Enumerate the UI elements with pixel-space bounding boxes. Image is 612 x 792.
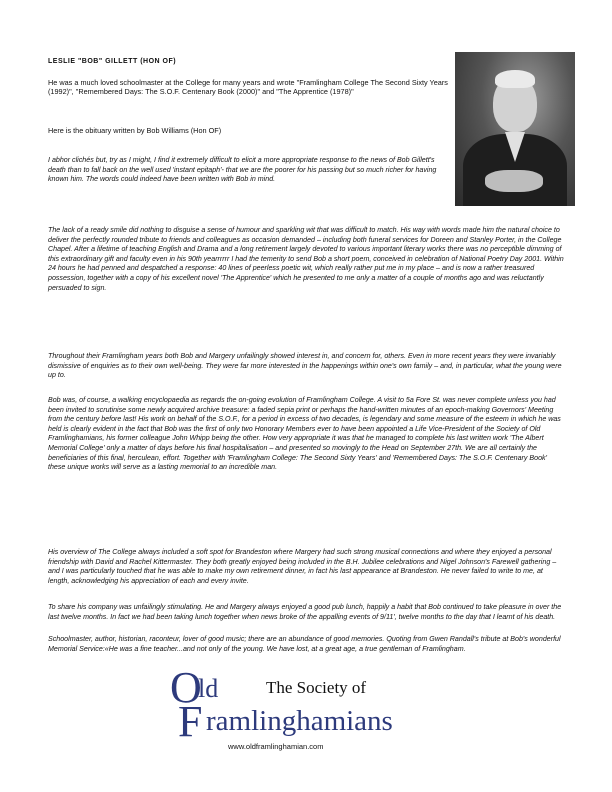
obituary-intro: Here is the obituary written by Bob Williams (Hon OF) [48, 126, 222, 135]
logo-letter-f: F [178, 697, 203, 746]
logo-name-text: ramlinghamians [206, 705, 393, 737]
paragraph-3: Throughout their Framlingham years both Bob and Margery unfailingly showed interest in, and concern for, others. Even in more recent years they were invariably dismissive of enquiries as to their own well-being. They were far more interested in the happenings within one's own family – and, in particular, what the young were up to. [48, 352, 562, 380]
website-url: www.oldframlinghamian.com [228, 742, 324, 751]
paragraph-2: The lack of a ready smile did nothing to disguise a sense of humour and sparkling wit that was difficult to match. His way with words made him the natural choice to deliver the perfectly rounded tribute to friends and colleagues as occasion demanded – including both funeral services for Doreen and Stanley Porter, in the College Chapel. After a lifetime of teaching English and Drama and a long retirement largely devoted to various important literary works there was no perceptible dimming of this extraordinary gift and faculty even in his 90th yearrrrrr I had the temerity to send Bob a short poem, conceived in celebration of National Poetry Day 2001. Within 24 hours he had penned and despatched a response: 40 lines of peerless poetic wit, which really rather put me in my place – and is now a rather treasured possession, together with a copy of his excellent novel 'The Apprentice' which he presented to me only a matter of a couple of months ago and was reluctantly persuaded to sign. [48, 226, 564, 292]
paragraph-4: Bob was, of course, a walking encyclopaedia as regards the on-going evolution of Framlingham College. A visit to 5a Fore St. was never complete unless you had been invited to scrutinise some newly acquired archive treasure: a faded sepia print or perhaps the hand-written minutes of an epoch-making Governors' Meeting from the century before last! His work on behalf of the S.O.F., for a period in excess of two decades, is legendary and some measure of the esteem in which he was held is clearly evident in the fact that Bob was the first of only two Honorary Members ever to have been appointed a Life Vice-President of the Society of Old Framlinghamians, his former colleague John Whipp being the other. How very appropriate it was that he managed to complete his last written work 'The Albert Memorial College' only a matter of days before his final hospitalisation – and presented so movingly to the Head on September 27th. We are all certainly the beneficiaries of this final, herculean, effort. Together with 'Framlingham College: The Second Sixty Years' and 'Remembered Days: The S.O.F. Centenary Book' these unique works will serve as a lasting memorial to an incredible man. [48, 396, 561, 472]
paragraph-5: His overview of The College always included a soft spot for Brandeston where Margery had such strong musical connections and where they enjoyed a personal friendship with David and Rachel Kittermaster. They both greatly enjoyed being included in the B.H. Jubilee celebrations and Nigel Johnson's Farewell gathering – and I was particularly touched that he was able to make my own retirement dinner, in fact his last appearance at Brandeston. He never failed to write to me, at length, acknowledging his appreciation of each and every invite. [48, 548, 557, 585]
page-title: LESLIE "BOB" GILLETT (HON OF) [48, 58, 177, 65]
photo-hair [495, 70, 535, 88]
society-logo [170, 663, 430, 774]
logo-letters-ld: ld [198, 674, 219, 703]
paragraph-6: To share his company was unfailingly stimulating. He and Margery always enjoyed a good pub lunch, happily a habit that Bob continued to take pleasure in over the last twelve months. In fact we had been taking lunch together when news broke of the appalling events of 9/11', twelve months to the day that I learnt of his death. [48, 603, 562, 621]
paragraph-7: Schoolmaster, author, historian, raconteur, lover of good music; there are an abundance of good memories. Quoting from Gwen Randall's tribute at Bob's wonderful Memorial Service:«He was a fine teacher...and not only of the young. We have lost, at a great age, a true gentleman of Framlingham. [48, 635, 561, 653]
paragraph-1: I abhor clichés but, try as I might, I find it extremely difficult to elicit a more appropriate response to the news of Bob Gillett's death than to fall back on the well used 'instant epitaph'- that we are the poorer for his passing but so much richer for having known him. The words could indeed have been written with Bob in mind. [48, 156, 437, 184]
logo-society-text: The Society of [266, 678, 367, 697]
portrait-photo [455, 52, 575, 206]
logo-letter-o: O [170, 663, 202, 712]
intro-text: He was a much loved schoolmaster at the College for many years and wrote "Framlingham College The Second Sixty Years (1992)", "Remembered Days: The S.O.F. Centenary Book (2000)" and "The Apprentice (1978)" [48, 78, 448, 96]
photo-hands [485, 170, 543, 192]
